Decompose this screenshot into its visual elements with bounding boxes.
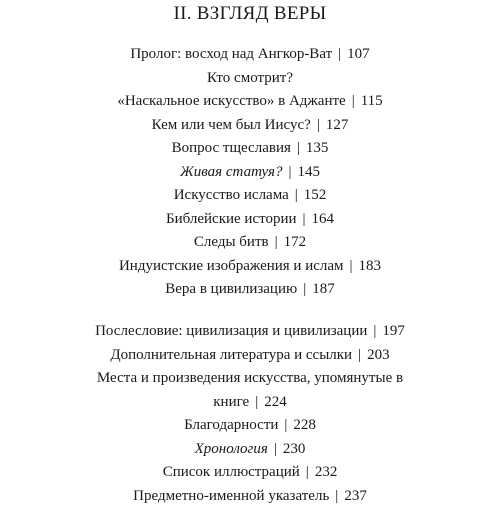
separator: |: [297, 281, 312, 297]
entry-title: Библейские истории: [166, 211, 297, 227]
separator: |: [311, 117, 326, 133]
toc-entry-afterword: [0, 320, 500, 344]
toc-entry-illustrations: [0, 461, 500, 485]
entry-page: 107: [347, 46, 370, 62]
separator: |: [332, 46, 347, 62]
separator: |: [291, 140, 306, 156]
toc-entry-hindu-images: [0, 255, 500, 279]
separator: |: [367, 323, 382, 339]
toc-entry-jesus: [0, 114, 500, 138]
entry-title: Искусство ислама: [174, 187, 289, 203]
entry-title: Вера в цивилизацию: [165, 281, 297, 297]
toc-entry-index: [0, 485, 500, 508]
toc-entry-battle-traces: [0, 231, 500, 255]
toc-entry-faith-civilization: [0, 278, 500, 302]
entry-title: Пролог: восход над Ангкор-Ват: [130, 46, 332, 62]
entry-page: 237: [344, 488, 367, 504]
entry-title: Хронология: [195, 441, 268, 457]
separator: |: [269, 234, 284, 250]
toc-entry-acknowledgements: [0, 414, 500, 438]
entry-title: Индуистские изображения и ислам: [119, 258, 344, 274]
separator: |: [282, 164, 297, 180]
entry-title: Следы битв: [194, 234, 269, 250]
entry-page: 152: [304, 187, 327, 203]
toc-entry-further-reading: [0, 344, 500, 368]
separator: |: [268, 441, 283, 457]
entry-page: 115: [361, 93, 383, 109]
separator: |: [249, 394, 264, 410]
entry-title: Кем или чем был Иисус?: [152, 117, 311, 133]
entry-page: 183: [359, 258, 382, 274]
separator: |: [289, 187, 304, 203]
separator: |: [346, 93, 361, 109]
toc-entry-prologue: [0, 43, 500, 67]
entry-page: 224: [264, 394, 287, 410]
entry-title: Живая статуя?: [180, 164, 282, 180]
entry-page: 230: [283, 441, 306, 457]
separator: |: [297, 211, 312, 227]
entry-page: 127: [326, 117, 349, 133]
entry-title: Список иллюстраций: [163, 464, 300, 480]
entry-page: 232: [315, 464, 338, 480]
entry-title: Дополнительная литература и ссылки: [110, 347, 352, 363]
entry-page: 135: [306, 140, 329, 156]
entry-page: 203: [367, 347, 390, 363]
section-title: II. ВЗГЛЯД ВЕРЫ: [0, 2, 500, 26]
entry-title: Вопрос тщеславия: [172, 140, 291, 156]
entry-title: Предметно-именной указатель: [133, 488, 329, 504]
toc-entry-ajanta: [0, 90, 500, 114]
toc-group-appendix: [0, 320, 500, 508]
toc-group-main: [0, 43, 500, 302]
entry-title: Послесловие: цивилизация и цивилизации: [95, 323, 367, 339]
toc-entry-who-looks: [0, 67, 500, 91]
entry-title: Благодарности: [184, 417, 278, 433]
entry-title: Места и произведения искусства, упомянутые в книге: [97, 370, 403, 410]
separator: |: [344, 258, 359, 274]
entry-page: 197: [382, 323, 405, 339]
entry-title: «Наскальное искусство» в Аджанте: [117, 93, 345, 109]
separator: |: [352, 347, 367, 363]
entry-page: 164: [312, 211, 335, 227]
entry-page: 145: [297, 164, 320, 180]
separator: |: [300, 464, 315, 480]
entry-title: Кто смотрит?: [207, 70, 293, 86]
toc-entry-chronology: [0, 438, 500, 462]
entry-page: 187: [312, 281, 335, 297]
toc-entry-vanity: [0, 137, 500, 161]
toc-entry-islamic-art: [0, 184, 500, 208]
separator: |: [278, 417, 293, 433]
toc-entry-bible-stories: [0, 208, 500, 232]
entry-page: 172: [284, 234, 307, 250]
toc-entry-living-statue: [0, 161, 500, 185]
separator: |: [329, 488, 344, 504]
entry-page: 228: [293, 417, 316, 433]
toc-entry-places-works: [0, 367, 500, 414]
